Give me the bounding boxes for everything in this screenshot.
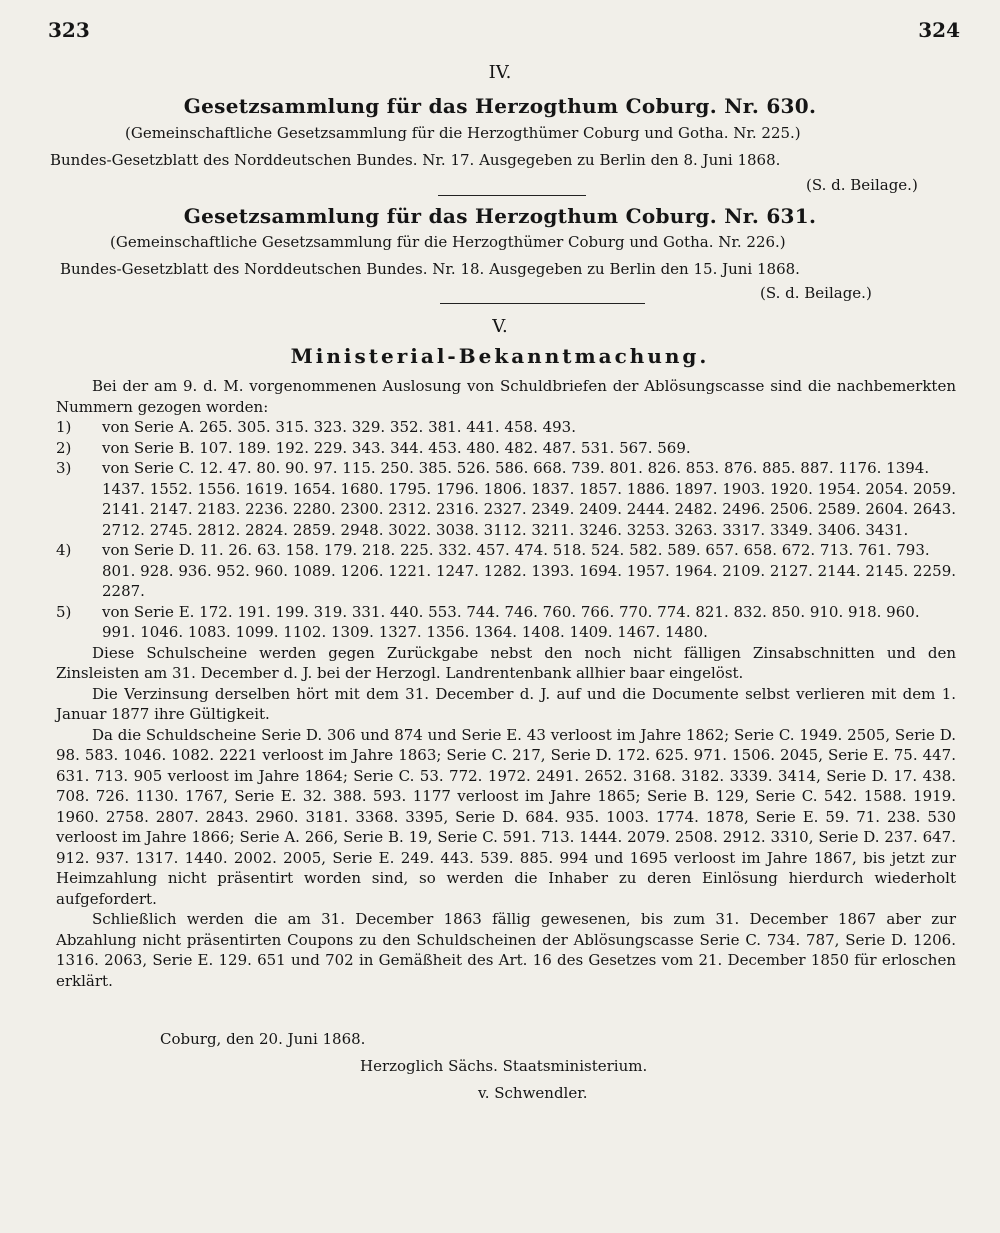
series-number: 3) bbox=[56, 459, 72, 477]
signature: v. Schwendler. bbox=[478, 1084, 588, 1102]
page-number-left: 323 bbox=[48, 18, 90, 42]
series-text: von Serie C. 12. 47. 80. 90. 97. 115. 250. 385. 526. 586. 668. 739. 801. 826. 853. 876. 885. 887. 1176. 1394. 1437. 1552. 1556. 1619. 1654. 1680. 1795. 1796. 1806. 1837. 1857. 1886. 1897. 1903. 1920. 1954. 2054. 2059. 2141. 2147. 2183. 2236. 2280. 2300. 2312. 2316. 2327. 2349. 2409. 2444. 2482. 2496. 2506. 2589. 2604. 2643. 2712. 2745. 2812. 2824. 2859. 2948. 3022. 3038. 3112. 3211. 3246. 3253. 3263. 3317. 3349. 3406. 3431. bbox=[102, 459, 957, 539]
redemption-paragraph: Diese Schulscheine werden gegen Zurückgabe nebst den noch nicht fälligen Zinsabschnitten und den Zinsleisten am 31. December d. J. bei der Herzogl. Landrentenbank allhier baar eingelöst. bbox=[56, 643, 956, 682]
gemeinschaftliche-subtitle-226: (Gemeinschaftliche Gesetzsammlung für die Herzogthümer Coburg und Gotha. Nr. 226.) bbox=[110, 233, 786, 251]
series-text: von Serie A. 265. 305. 315. 323. 329. 352. 381. 441. 458. 493. bbox=[102, 418, 576, 436]
series-text: von Serie D. 11. 26. 63. 158. 179. 218. 225. 332. 457. 474. 518. 524. 582. 589. 657. 658. 672. 713. 761. 793. 801. 928. 936. 952. 960. 1089. 1206. 1221. 1247. 1282. 1393. 1694. 1957. 1964. 2109. 2127. 2144. 2145. 2259. 2287. bbox=[102, 541, 957, 600]
series-list-item bbox=[56, 417, 956, 438]
intro-paragraph: Bei der am 9. d. M. vorgenommenen Auslosung von Schuldbriefen der Ablösungscasse sind die nachbemerkten Nummern gezogen worden: bbox=[56, 377, 956, 416]
series-number: 5) bbox=[56, 602, 72, 621]
series-number: 1) bbox=[56, 418, 72, 436]
section-iv-numeral: IV. bbox=[488, 62, 512, 83]
gesetzsammlung-title-631: Gesetzsammlung für das Herzogthum Coburg. Nr. 631. bbox=[183, 204, 817, 228]
page-number-right: 324 bbox=[918, 18, 960, 42]
series-text: von Serie B. 107. 189. 192. 229. 343. 344. 453. 480. 482. 487. 531. 567. 569. bbox=[102, 438, 691, 457]
series-text: von Serie E. 172. 191. 199. 319. 331. 440. 553. 744. 746. 760. 766. 770. 774. 821. 832. 850. 910. 918. 960. 991. 1046. 1083. 1099. 1102. 1309. 1327. 1356. 1364. 1408. 1409. 1467. 1480. bbox=[102, 602, 920, 641]
section-v-numeral: V. bbox=[492, 316, 508, 337]
series-list-item bbox=[56, 458, 956, 540]
divider-rule-1 bbox=[438, 195, 586, 196]
unpresented-paragraph: Da die Schuldscheine Serie D. 306 und 874 und Serie E. 43 verloost im Jahre 1862; Serie C. 1949. 2505, Serie D. 98. 583. 1046. 1082. 2221 verloost im Jahre 1863; Serie C. 217, Serie D. 172. 625. 971. 1506. 2045, Serie E. 75. 447. 631. 713. 905 verloost im Jahre 1864; Serie C. 53. 772. 1972. 2491. 2652. 3168. 3182. 3339. 3414, Serie D. 17. 438. 708. 726. 1130. 1767, Serie E. 32. 388. 593. 1177 verloost im Jahre 1865; Serie B. 129, Serie C. 542. 1588. 1919. 1960. 2758. 2807. 2843. 2960. 3181. 3368. 3395, Serie D. 684. 935. 1003. 1774. 1878, Serie E. 59. 71. 238. 530 verloost im Jahre 1866; Serie A. 266, Serie B. 19, Serie C. 591. 713. 1444. 2079. 2508. 2912. 3310, Serie D. 237. 647. 912. 937. 1317. 1440. 2002. 2005, Serie E. 249. 443. 539. 885. 994 und 1695 verloost im Jahre 1867, bis jetzt zur Heimzahlung nicht präsentirt worden sind, so werden die Inhaber zu deren Einlösung hierdurch wiederholt aufgefordert. bbox=[56, 725, 956, 908]
ministry-name: Herzoglich Sächs. Staatsministerium. bbox=[360, 1057, 648, 1075]
ministerial-title: Ministerial-Bekanntmachung. bbox=[290, 344, 710, 368]
beilage-note-1: (S. d. Beilage.) bbox=[806, 176, 918, 194]
gesetzsammlung-title-630: Gesetzsammlung für das Herzogthum Coburg. Nr. 630. bbox=[183, 94, 817, 118]
series-list-item bbox=[56, 540, 956, 602]
interest-paragraph: Die Verzinsung derselben hört mit dem 31. December d. J. auf und die Documente selbst verlieren mit dem 1. Januar 1877 ihre Gültigkeit. bbox=[56, 684, 956, 723]
bundes-gesetzblatt-17: Bundes-Gesetzblatt des Norddeutschen Bundes. Nr. 17. Ausgegeben zu Berlin den 8. Juni 1868. bbox=[50, 151, 781, 169]
beilage-note-2: (S. d. Beilage.) bbox=[760, 284, 872, 302]
series-number: 2) bbox=[56, 438, 72, 457]
bundes-gesetzblatt-18: Bundes-Gesetzblatt des Norddeutschen Bundes. Nr. 18. Ausgegeben zu Berlin den 15. Juni 1868. bbox=[60, 260, 800, 278]
series-list-item bbox=[56, 602, 956, 643]
place-date: Coburg, den 20. Juni 1868. bbox=[160, 1030, 366, 1048]
divider-rule-2 bbox=[440, 303, 645, 304]
series-list-item bbox=[56, 438, 956, 459]
coupons-paragraph: Schließlich werden die am 31. December 1863 fällig gewesenen, bis zum 31. December 1867 aber zur Abzahlung nicht präsentirten Coupons zu den Schuldscheinen der Ablösungscasse Serie C. 734. 787, Serie D. 1206. 1316. 2063, Serie E. 129. 651 und 702 in Gemäßheit des Art. 16 des Gesetzes vom 21. December 1850 für erloschen erklärt. bbox=[56, 910, 956, 990]
announcement-body bbox=[56, 376, 956, 991]
series-number: 4) bbox=[56, 541, 72, 559]
gemeinschaftliche-subtitle-225: (Gemeinschaftliche Gesetzsammlung für die Herzogthümer Coburg und Gotha. Nr. 225.) bbox=[125, 124, 801, 142]
